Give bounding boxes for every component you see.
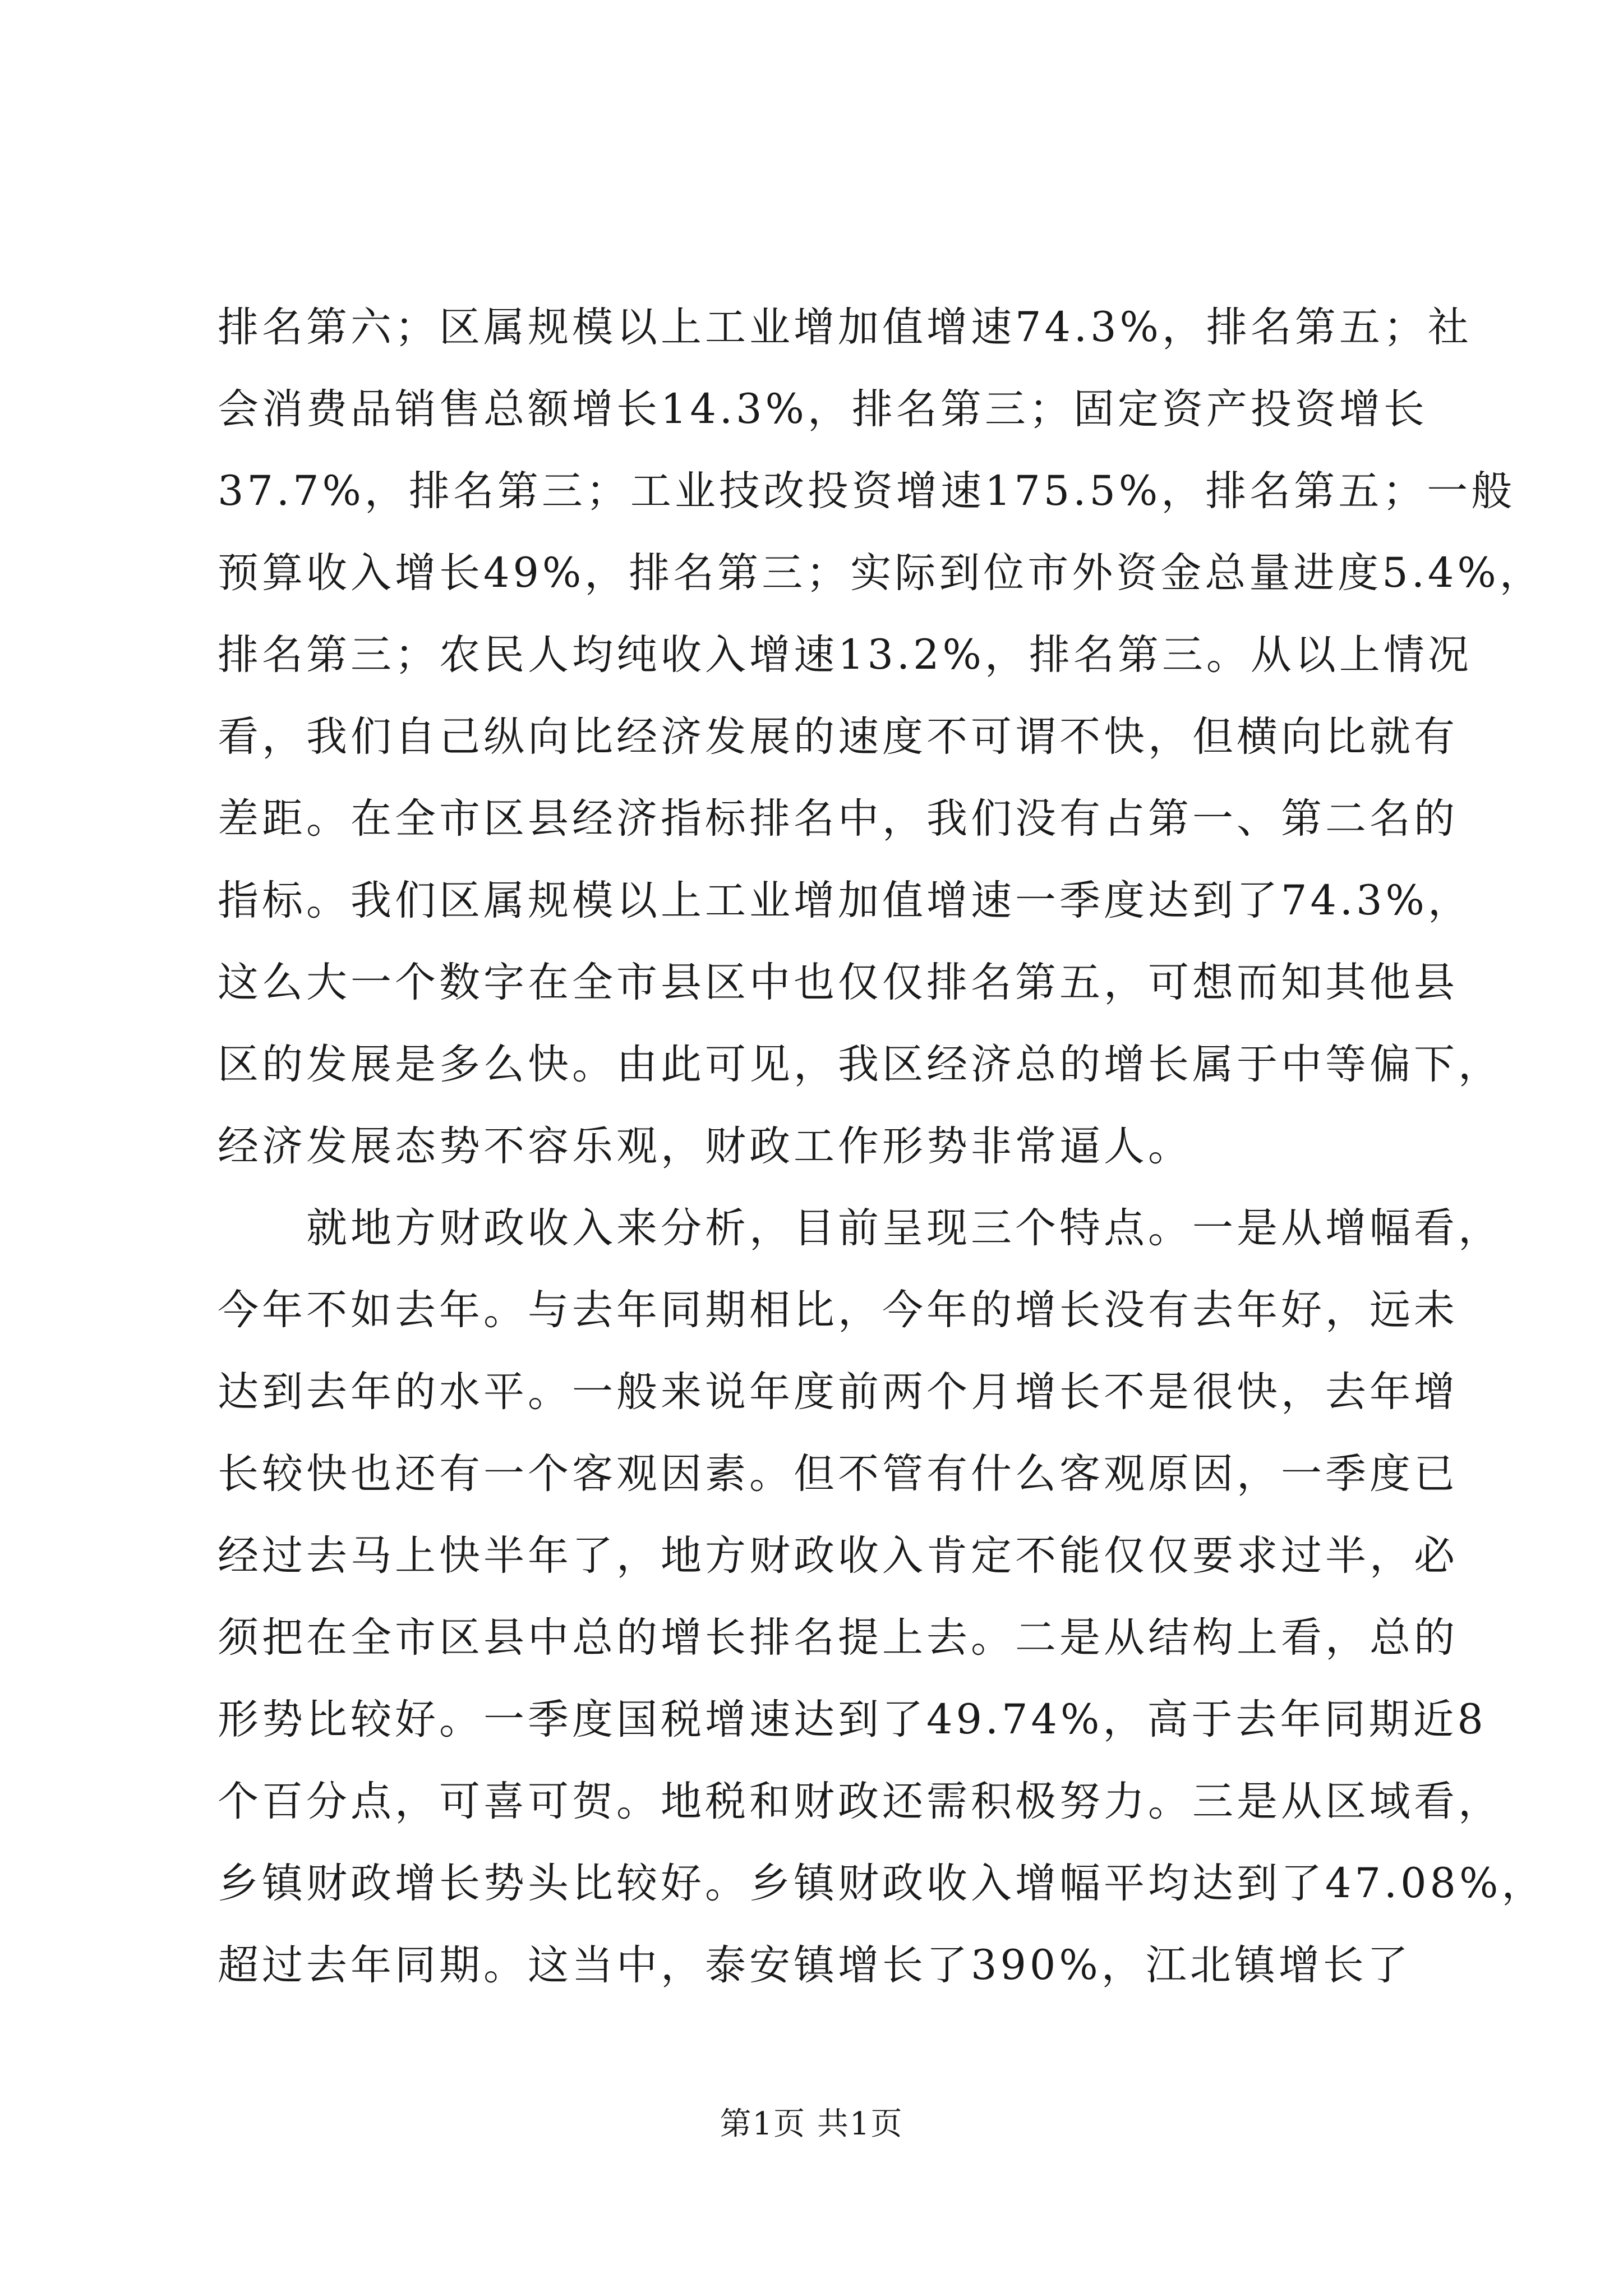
text-line: 差距。在全市区县经济指标排名中，我们没有占第一、第二名的 bbox=[218, 795, 1458, 843]
text-line: 指标。我们区属规模以上工业增加值增速一季度达到了74.3%， bbox=[218, 877, 1472, 924]
text-line: 形势比较好。一季度国税增速达到了49.74%，高于去年同期近8 bbox=[218, 1696, 1487, 1743]
text-line: 就地方财政收入来分析，目前呈现三个特点。一是从增幅看， bbox=[218, 1204, 1502, 1252]
page-footer: 第1页 共1页 bbox=[720, 2106, 903, 2142]
text-line: 排名第六；区属规模以上工业增加值增速74.3%，排名第五；社 bbox=[218, 303, 1472, 351]
text-line: 经济发展态势不容乐观，财政工作形势非常逼人。 bbox=[218, 1122, 1192, 1170]
text-line: 区的发展是多么快。由此可见，我区经济总的增长属于中等偏下， bbox=[218, 1041, 1502, 1088]
text-line: 超过去年同期。这当中，泰安镇增长了390%，江北镇增长了 bbox=[218, 1941, 1412, 1989]
text-line: 长较快也还有一个客观因素。但不管有什么客观原因，一季度已 bbox=[218, 1450, 1458, 1498]
text-line: 预算收入增长49%，排名第三；实际到位市外资金总量进度5.4%， bbox=[218, 549, 1544, 597]
text-line: 看，我们自己纵向比经济发展的速度不可谓不快，但横向比就有 bbox=[218, 713, 1458, 761]
text-line: 今年不如去年。与去年同期相比，今年的增长没有去年好，远未 bbox=[218, 1286, 1458, 1334]
text-line: 经过去马上快半年了，地方财政收入肯定不能仅仅要求过半，必 bbox=[218, 1532, 1458, 1580]
text-line: 这么大一个数字在全市县区中也仅仅排名第五，可想而知其他县 bbox=[218, 959, 1458, 1006]
text-line: 个百分点，可喜可贺。地税和财政还需积极努力。三是从区域看， bbox=[218, 1778, 1502, 1825]
text-line: 37.7%，排名第三；工业技改投资增速175.5%，排名第五；一般 bbox=[218, 467, 1516, 515]
text-line: 须把在全市区县中总的增长排名提上去。二是从结构上看，总的 bbox=[218, 1614, 1458, 1662]
text-line: 乡镇财政增长势头比较好。乡镇财政收入增幅平均达到了47.08%， bbox=[218, 1860, 1546, 1907]
text-line: 达到去年的水平。一般来说年度前两个月增长不是很快，去年增 bbox=[218, 1368, 1458, 1416]
text-line: 会消费品销售总额增长14.3%，排名第三；固定资产投资增长 bbox=[218, 385, 1428, 433]
text-line: 排名第三；农民人均纯收入增速13.2%，排名第三。从以上情况 bbox=[218, 631, 1472, 679]
